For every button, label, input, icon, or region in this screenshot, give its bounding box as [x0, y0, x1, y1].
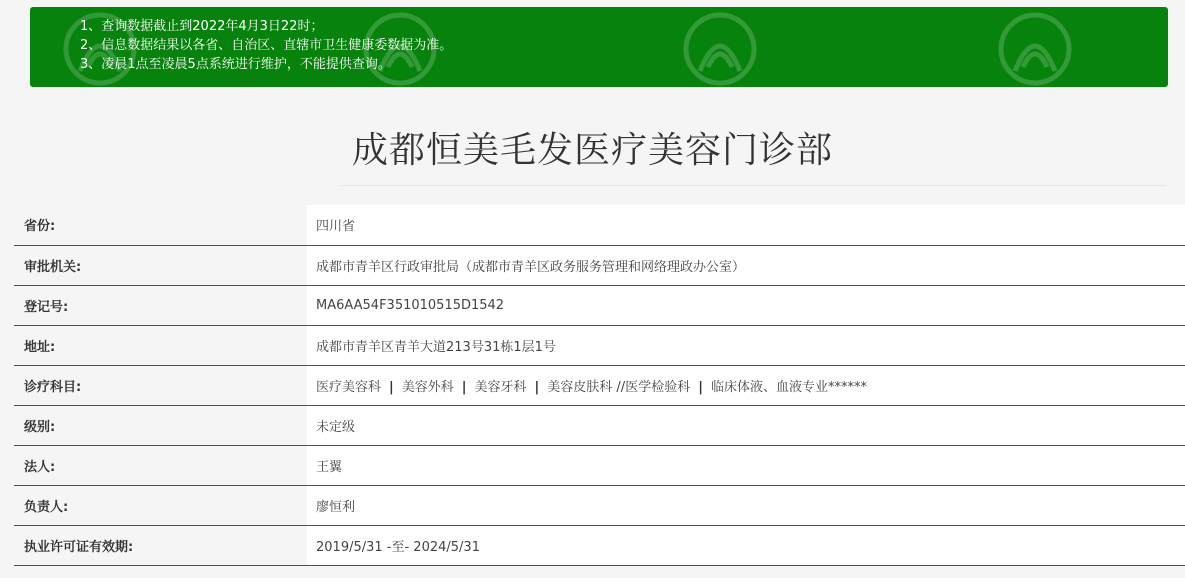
field-label: 审批机关: [14, 245, 307, 285]
department-item: 美容牙科 [474, 379, 527, 395]
field-label: 地址: [14, 325, 307, 365]
notice-item: 2、信息数据结果以各省、自治区、直辖市卫生健康委数据为准。 [80, 38, 453, 53]
notice-banner [30, 7, 1168, 87]
separator: | [461, 379, 467, 395]
field-label: 诊疗科目: [14, 365, 307, 405]
table-row [14, 485, 1185, 525]
title-divider [340, 185, 1166, 186]
table-row [14, 525, 1185, 565]
department-item: 医疗美容科 [316, 379, 382, 395]
table-row [14, 205, 1185, 245]
page-title: 成都恒美毛发医疗美容门诊部 [351, 130, 833, 171]
field-label: 级别: [14, 405, 307, 445]
field-label: 省份: [14, 205, 307, 245]
notice-item: 3、凌晨1点至凌晨5点系统进行维护，不能提供查询。 [80, 57, 391, 72]
separator: | [389, 379, 394, 395]
field-value: 成都市青羊区青羊大道213号31栋1层1号 [307, 325, 1185, 365]
field-label: 负责人: [14, 485, 307, 525]
field-value: MA6AA54F351010515D1542 [307, 285, 1185, 325]
table-row [14, 365, 1185, 405]
table-row [14, 405, 1185, 445]
table-row [14, 245, 1185, 285]
notice-list [30, 7, 1168, 74]
department-item: 临床体液、血液专业****** [710, 379, 867, 395]
field-value: 成都市青羊区行政审批局（成都市青羊区政务服务管理和网络理政办公室） [307, 245, 1185, 285]
notice-item: 1、查询数据截止到2022年4月3日22时； [80, 19, 324, 34]
field-label: 登记号: [14, 285, 307, 325]
departments-value [307, 365, 1185, 405]
institution-info-table [14, 205, 1185, 566]
department-item: 美容皮肤科 //医学检验科 [547, 379, 691, 395]
separator: | [698, 379, 703, 395]
table-row [14, 285, 1185, 325]
field-value: 王翼 [307, 445, 1185, 485]
separator: | [534, 379, 540, 395]
field-value: 四川省 [307, 205, 1185, 245]
table-row [14, 445, 1185, 485]
field-label: 执业许可证有效期: [14, 525, 307, 565]
table-row [14, 325, 1185, 365]
field-value: 未定级 [307, 405, 1185, 445]
department-item: 美容外科 [401, 379, 454, 395]
field-label: 法人: [14, 445, 307, 485]
field-value: 廖恒利 [307, 485, 1185, 525]
field-value: 2019/5/31 -至- 2024/5/31 [307, 525, 1185, 565]
